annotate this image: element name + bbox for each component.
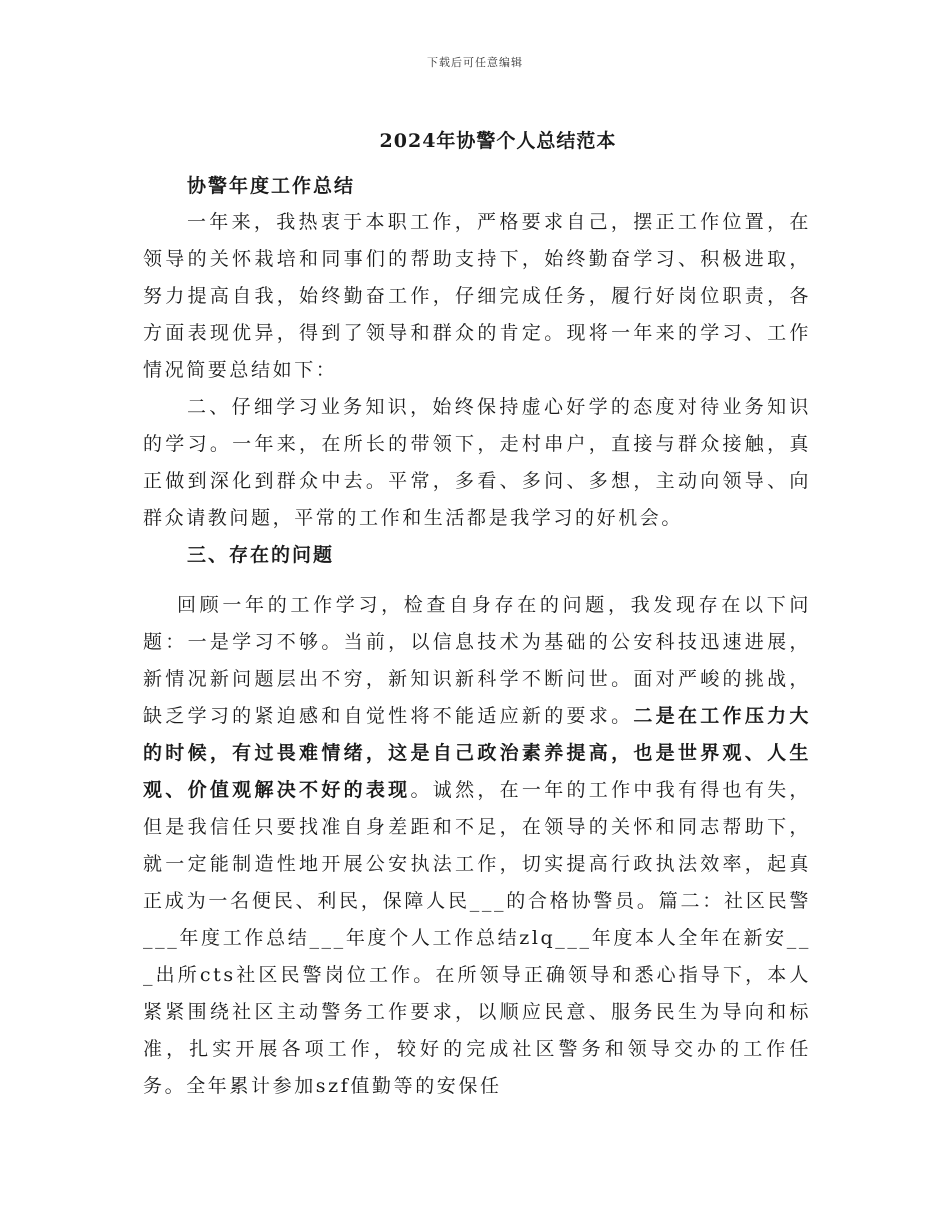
document-body <box>143 168 811 1105</box>
paragraph-problems-bold: 二是在工作压力大的时候，有过畏难情绪，这是自己政治素养提高，也是世界观、人生观、价值观解决不好的表现 <box>143 705 811 801</box>
header-note: 下载后可任意编辑 <box>427 56 523 69</box>
section-heading-annual-summary: 协警年度工作总结 <box>187 175 356 197</box>
section-heading-problems: 三、存在的问题 <box>187 544 335 566</box>
paragraph-intro: 一年来，我热衷于本职工作，严格要求自己，摆正工作位置，在领导的关怀栽培和同事们的帮助支持下，始终勤奋学习、积极进取，努力提高自我，始终勤奋工作，仔细完成任务，履行好岗位职责，各方面表现优异，得到了领导和群众的肯定。现将一年来的学习、工作情况简要总结如下： <box>143 211 811 381</box>
paragraph-problems-text-1: 回顾一年的工作学习，检查自身存在的问题，我发现存在以下问题：一是学习不够。当前，以信息技术为基础的公安科技迅速进展，新情况新问题层出不穷，新知识新科学不断问世。面对严峻的挑战，缺乏学习的紧迫感和自觉性将不能适应新的要求。 <box>143 594 811 727</box>
paragraph-problems <box>143 587 811 1105</box>
paragraph-study: 二、仔细学习业务知识，始终保持虚心好学的态度对待业务知识的学习。一年来，在所长的带领下，走村串户，直接与群众接触，真正做到深化到群众中去。平常，多看、多问、多想，主动向领导、向群众请教问题，平常的工作和生活都是我学习的好机会。 <box>143 396 811 529</box>
paragraph-problems-text-2: 。诚然，在一年的工作中我有得也有失，但是我信任只要找准自身差距和不足，在领导的关怀和同志帮助下，就一定能制造性地开展公安执法工作，切实提高行政执法效率，起真正成为一名便民、利民，保障人民___的合格协警员。篇二：社区民警___年度工作总结___年度个人工作总结zlq___年度本人全年在新安___出所cts社区民警岗位工作。在所领导正确领导和悉心指导下，本人紧紧围绕社区主动警务工作要求，以顺应民意、服务民生为导向和标准，扎实开展各项工作，较好的完成社区警务和领导交办的工作任务。全年累计参加szf值勤等的安保任 <box>143 779 812 1097</box>
document-title: 2024年协警个人总结范本 <box>379 130 617 152</box>
